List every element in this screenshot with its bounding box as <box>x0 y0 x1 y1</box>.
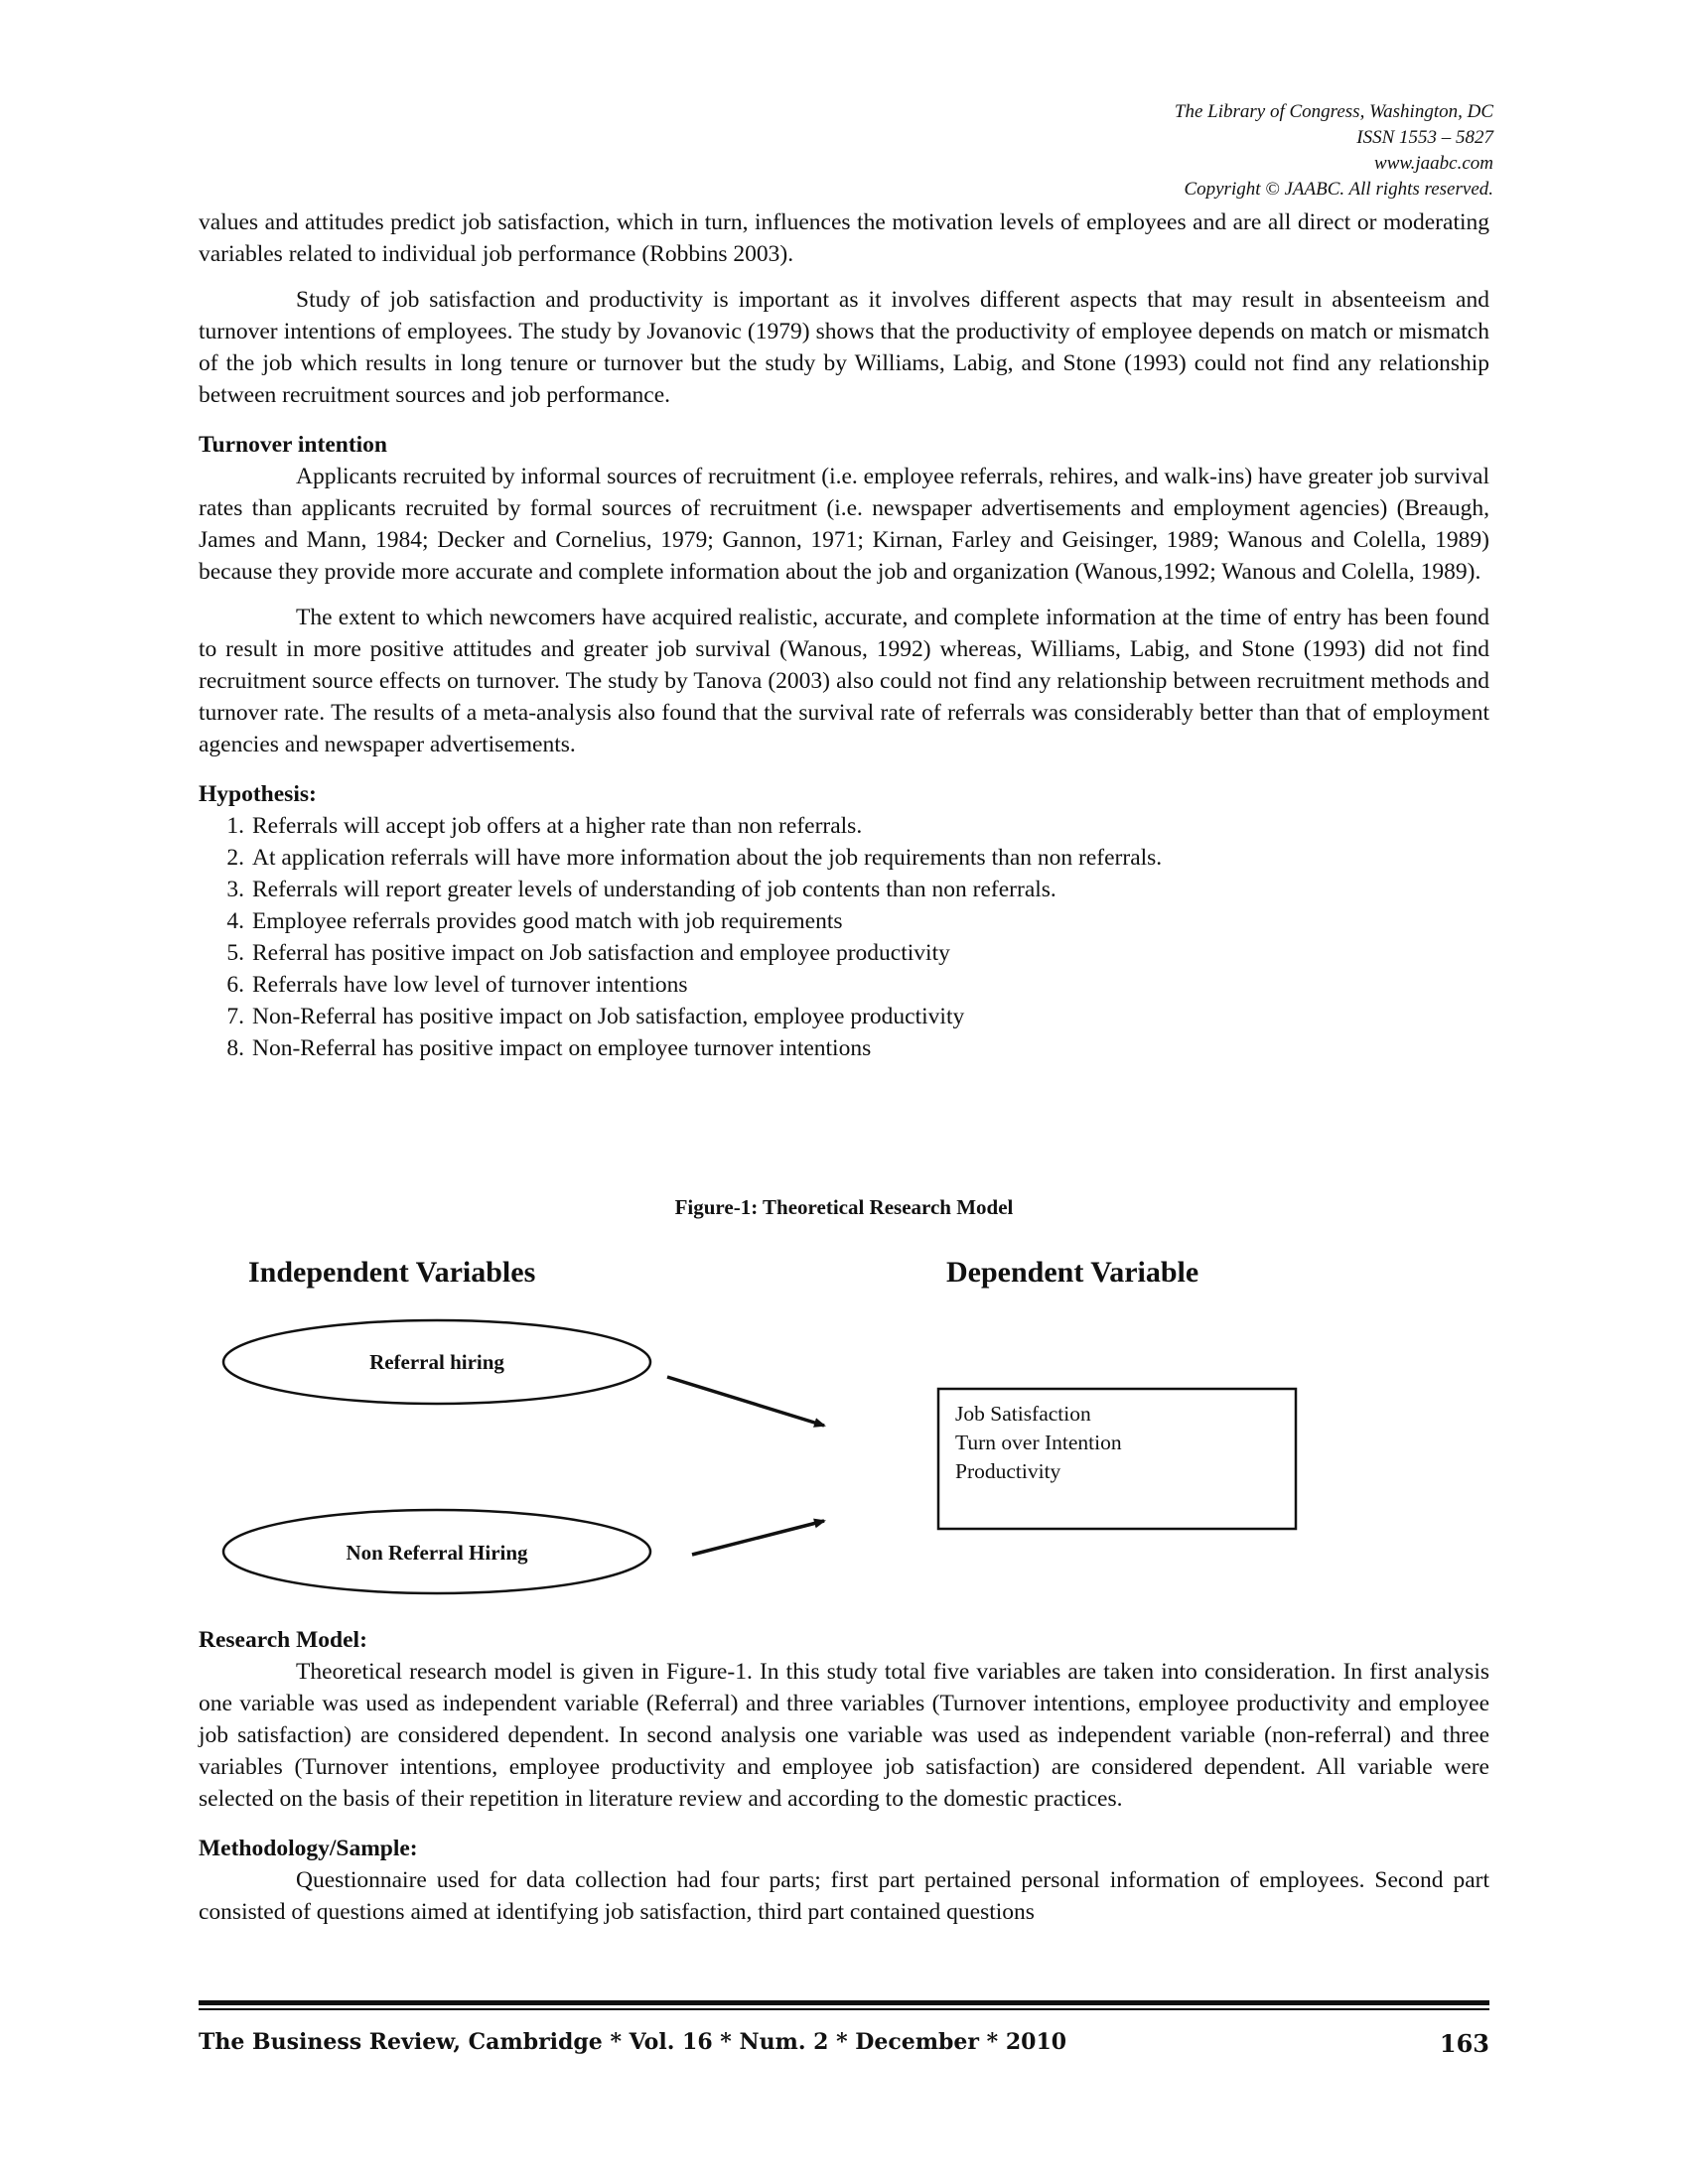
list-item <box>199 937 1489 969</box>
edge-arrow-non-referral <box>692 1521 824 1555</box>
list-item <box>199 1032 1489 1064</box>
list-number: 4. <box>226 908 244 934</box>
section-heading-hypothesis: Hypothesis: <box>199 781 317 807</box>
hypothesis-list <box>199 810 1489 1064</box>
list-text: Non-Referral has positive impact on employee turnover intentions <box>252 1035 872 1061</box>
list-number: 3. <box>226 877 244 902</box>
dependent-variable-label: Dependent Variable <box>946 1256 1199 1289</box>
node-non-referral-ellipse <box>223 1510 650 1593</box>
section-heading-methodology: Methodology/Sample: <box>199 1836 418 1861</box>
list-text: Referrals will report greater levels of understanding of job contents than non referrals. <box>252 877 1056 902</box>
list-item <box>199 842 1489 874</box>
page-number: 163 <box>1439 2029 1489 2058</box>
footer-divider-thick <box>199 2000 1489 2005</box>
header-website: www.jaabc.com <box>1374 153 1493 174</box>
header-library: The Library of Congress, Washington, DC <box>1174 101 1493 122</box>
body-text-top <box>199 206 1489 1064</box>
paragraph-5: Theoretical research model is given in Figure-1. In this study total five variables are taken into consideration. In first analysis one variable was used as independent variable (Referral) and three variables (Turnover intentions, employee productivity and employee job satisfaction) are considered dependent. In second analysis one variable was used as independent variable (non-referral) and three variables (Turnover intentions, employee productivity and employee job satisfaction) are considered dependent. All variable were selected on the basis of their repetition in literature review and according to the domestic practices. <box>199 1659 1489 1812</box>
section-heading-research-model: Research Model: <box>199 1627 367 1653</box>
figure-caption: Figure-1: Theoretical Research Model <box>674 1195 1014 1219</box>
list-number: 6. <box>226 972 244 998</box>
list-text: Referrals have low level of turnover intentions <box>252 972 688 998</box>
running-header <box>1175 99 1493 203</box>
dependent-box-text <box>955 1400 1122 1486</box>
list-number: 8. <box>226 1035 244 1061</box>
list-text: Employee referrals provides good match with job requirements <box>252 908 843 934</box>
edge-arrow-referral <box>667 1377 824 1426</box>
header-copyright: Copyright © JAABC. All rights reserved. <box>1184 179 1493 200</box>
body-text-bottom <box>199 1624 1489 1928</box>
independent-variables-label: Independent Variables <box>248 1256 536 1289</box>
list-item <box>199 969 1489 1001</box>
box-line-turnover: Turn over Intention <box>955 1431 1122 1454</box>
list-text: Non-Referral has positive impact on Job satisfaction, employee productivity <box>252 1004 965 1029</box>
node-referral-label: Referral hiring <box>369 1350 504 1374</box>
list-text: Referral has positive impact on Job satisfaction and employee productivity <box>252 940 950 966</box>
list-item <box>199 1001 1489 1032</box>
list-item <box>199 810 1489 842</box>
list-number: 1. <box>226 813 244 839</box>
paragraph-6: Questionnaire used for data collection had four parts; first part pertained personal information of employees. Second part consisted of questions aimed at identifying job satisfaction, third part contained questions <box>199 1867 1489 1925</box>
list-number: 7. <box>226 1004 244 1029</box>
list-item <box>199 874 1489 905</box>
list-text: At application referrals will have more information about the job requirements than non referrals. <box>252 845 1163 871</box>
box-line-productivity: Productivity <box>955 1459 1061 1483</box>
paragraph-4: The extent to which newcomers have acquired realistic, accurate, and complete information at the time of entry has been found to result in more positive attitudes and greater job survival (Wanous, 1992) whereas, Williams, Labig, and Stone (1993) did not find recruitment source effects on turnover. The study by Tanova (2003) also could not find any relationship between recruitment methods and turnover rate. The results of a meta-analysis also found that the survival rate of referrals was considerably better than that of employment agencies and newspaper advertisements. <box>199 605 1489 757</box>
paragraph-3: Applicants recruited by informal sources of recruitment (i.e. employee referrals, rehires, and walk-ins) have greater job survival rates than applicants recruited by formal sources of recruitment (i.e. newspaper advertisements and employment agencies) (Breaugh, James and Mann, 1984; Decker and Cornelius, 1979; Gannon, 1971; Kirnan, Farley and Geisinger, 1989; Wanous and Colella, 1989) because they provide more accurate and complete information about the job and organization (Wanous,1992; Wanous and Colella, 1989). <box>199 464 1489 585</box>
list-number: 2. <box>226 845 244 871</box>
list-text: Referrals will accept job offers at a higher rate than non referrals. <box>252 813 863 839</box>
footer-journal: The Business Review, Cambridge * Vol. 16 * Num. 2 * December * 2010 <box>199 2029 1067 2055</box>
footer-divider-thin <box>199 2008 1489 2010</box>
section-heading-turnover: Turnover intention <box>199 432 387 458</box>
list-number: 5. <box>226 940 244 966</box>
paragraph-1: values and attitudes predict job satisfaction, which in turn, influences the motivation levels of employees and are all direct or moderating variables related to individual job performance (Robbins 2003). <box>199 209 1489 267</box>
dependent-box <box>938 1389 1296 1529</box>
paragraph-2: Study of job satisfaction and productivity is important as it involves different aspects that may result in absenteeism and turnover intentions of employees. The study by Jovanovic (1979) shows that the productivity of employee depends on match or mismatch of the job which results in long tenure or turnover but the study by Williams, Labig, and Stone (1993) could not find any relationship between recruitment sources and job performance. <box>199 287 1489 408</box>
node-referral-ellipse <box>223 1320 650 1404</box>
list-item <box>199 905 1489 937</box>
header-issn: ISSN 1553 – 5827 <box>1356 127 1493 148</box>
box-line-job-satisfaction: Job Satisfaction <box>955 1402 1091 1426</box>
node-non-referral-label: Non Referral Hiring <box>346 1541 528 1565</box>
